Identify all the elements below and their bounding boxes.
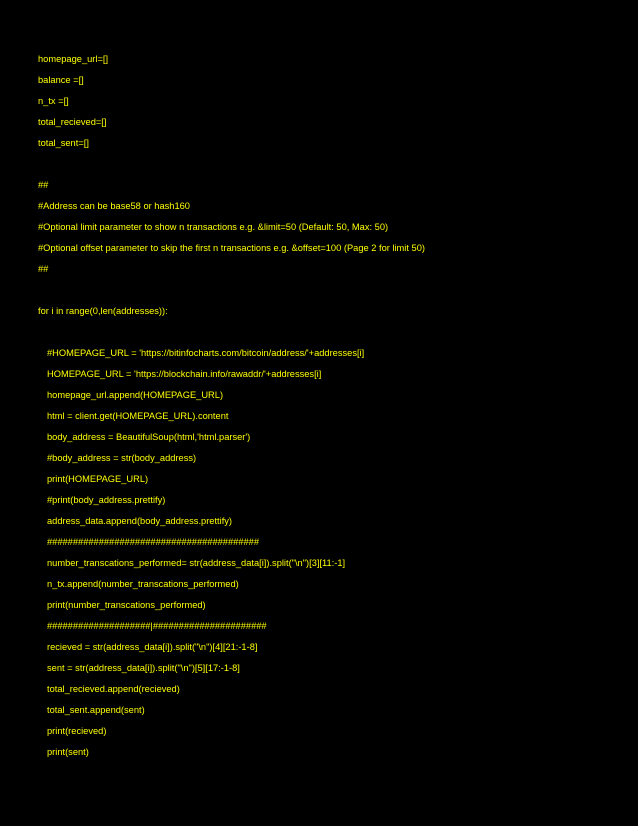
code-comment: #Optional limit parameter to show n transactions e.g. &limit=50 (Default: 50, Max: 50) bbox=[38, 222, 389, 232]
code-comment: #print(body_address.prettify) bbox=[47, 495, 166, 505]
code-line: total_sent=[] bbox=[38, 138, 89, 148]
code-line: total_recieved=[] bbox=[38, 117, 107, 127]
code-line: address_data.append(body_address.prettify) bbox=[47, 516, 233, 526]
code-line: sent = str(address_data[i]).split("\n")[5][17:-1-8] bbox=[47, 663, 240, 673]
code-line: print(recieved) bbox=[47, 726, 107, 736]
code-comment: ## bbox=[38, 180, 49, 190]
code-comment: ######################################### bbox=[47, 537, 259, 547]
code-line: body_address = BeautifulSoup(html,'html.parser') bbox=[47, 432, 251, 442]
code-line: balance =[] bbox=[38, 75, 84, 85]
code-comment: #HOMEPAGE_URL = 'https://bitinfocharts.com/bitcoin/address/'+addresses[i] bbox=[47, 348, 365, 358]
code-comment: ####################|###################### bbox=[47, 621, 267, 631]
code-line: n_tx.append(number_transcations_performed) bbox=[47, 579, 239, 589]
code-line: for i in range(0,len(addresses)): bbox=[38, 306, 168, 316]
code-line: print(number_transcations_performed) bbox=[47, 600, 206, 610]
code-comment: ## bbox=[38, 264, 49, 274]
code-line: homepage_url.append(HOMEPAGE_URL) bbox=[47, 390, 224, 400]
code-line: homepage_url=[] bbox=[38, 54, 109, 64]
code-comment: #Address can be base58 or hash160 bbox=[38, 201, 190, 211]
code-line: print(HOMEPAGE_URL) bbox=[47, 474, 149, 484]
code-line: HOMEPAGE_URL = 'https://blockchain.info/rawaddr/'+addresses[i] bbox=[47, 369, 322, 379]
code-line: total_sent.append(sent) bbox=[47, 705, 145, 715]
code-line: number_transcations_performed= str(address_data[i]).split("\n")[3][11:-1] bbox=[47, 558, 346, 568]
code-line: print(sent) bbox=[47, 747, 89, 757]
code-line: total_recieved.append(recieved) bbox=[47, 684, 180, 694]
code-line: n_tx =[] bbox=[38, 96, 69, 106]
code-comment: #body_address = str(body_address) bbox=[47, 453, 197, 463]
code-line: recieved = str(address_data[i]).split("\n")[4][21:-1-8] bbox=[47, 642, 258, 652]
code-line: html = client.get(HOMEPAGE_URL).content bbox=[47, 411, 229, 421]
code-comment: #Optional offset parameter to skip the first n transactions e.g. &offset=100 (Page 2 for limit 50) bbox=[38, 243, 425, 253]
